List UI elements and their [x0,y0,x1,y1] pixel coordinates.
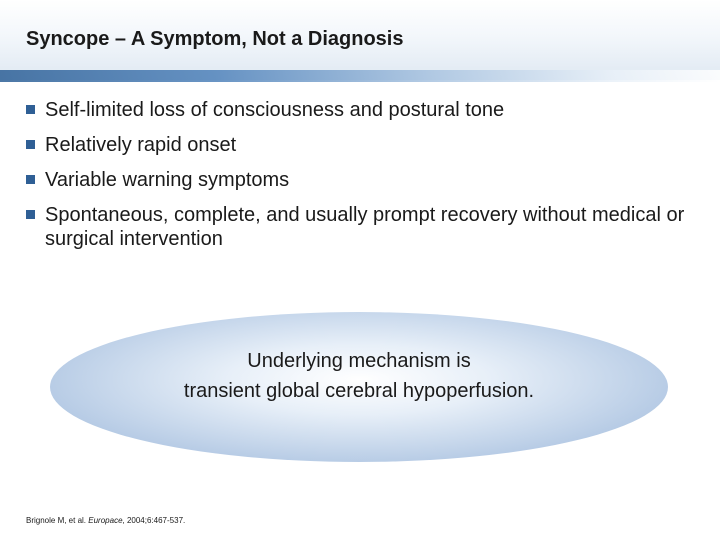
bullet-text: Variable warning symptoms [45,169,290,191]
square-bullet-icon [26,140,35,149]
bullet-item [26,98,686,122]
square-bullet-icon [26,210,35,219]
bullet-item [26,168,686,192]
bullet-item [26,133,686,157]
citation-journal: Europace [88,516,123,525]
citation-authors: Brignole M, et al. [26,516,87,525]
bullet-item [26,203,686,251]
bullet-text: Relatively rapid onset [45,134,237,156]
square-bullet-icon [26,105,35,114]
bullet-text: Spontaneous, complete, and usually prompt recovery without medical or surgical intervention [45,204,685,250]
slide-title: Syncope – A Symptom, Not a Diagnosis [26,28,404,50]
bullet-text: Self-limited loss of consciousness and postural tone [45,99,505,121]
square-bullet-icon [26,175,35,184]
callout-line-2: transient global cerebral hypoperfusion. [183,380,535,402]
callout-text [50,346,668,406]
citation [26,516,185,525]
bullet-list [26,98,686,262]
callout-line-1: Underlying mechanism is [247,350,471,372]
header-divider [0,70,720,82]
citation-details: , 2004;6:467-537. [122,516,186,525]
